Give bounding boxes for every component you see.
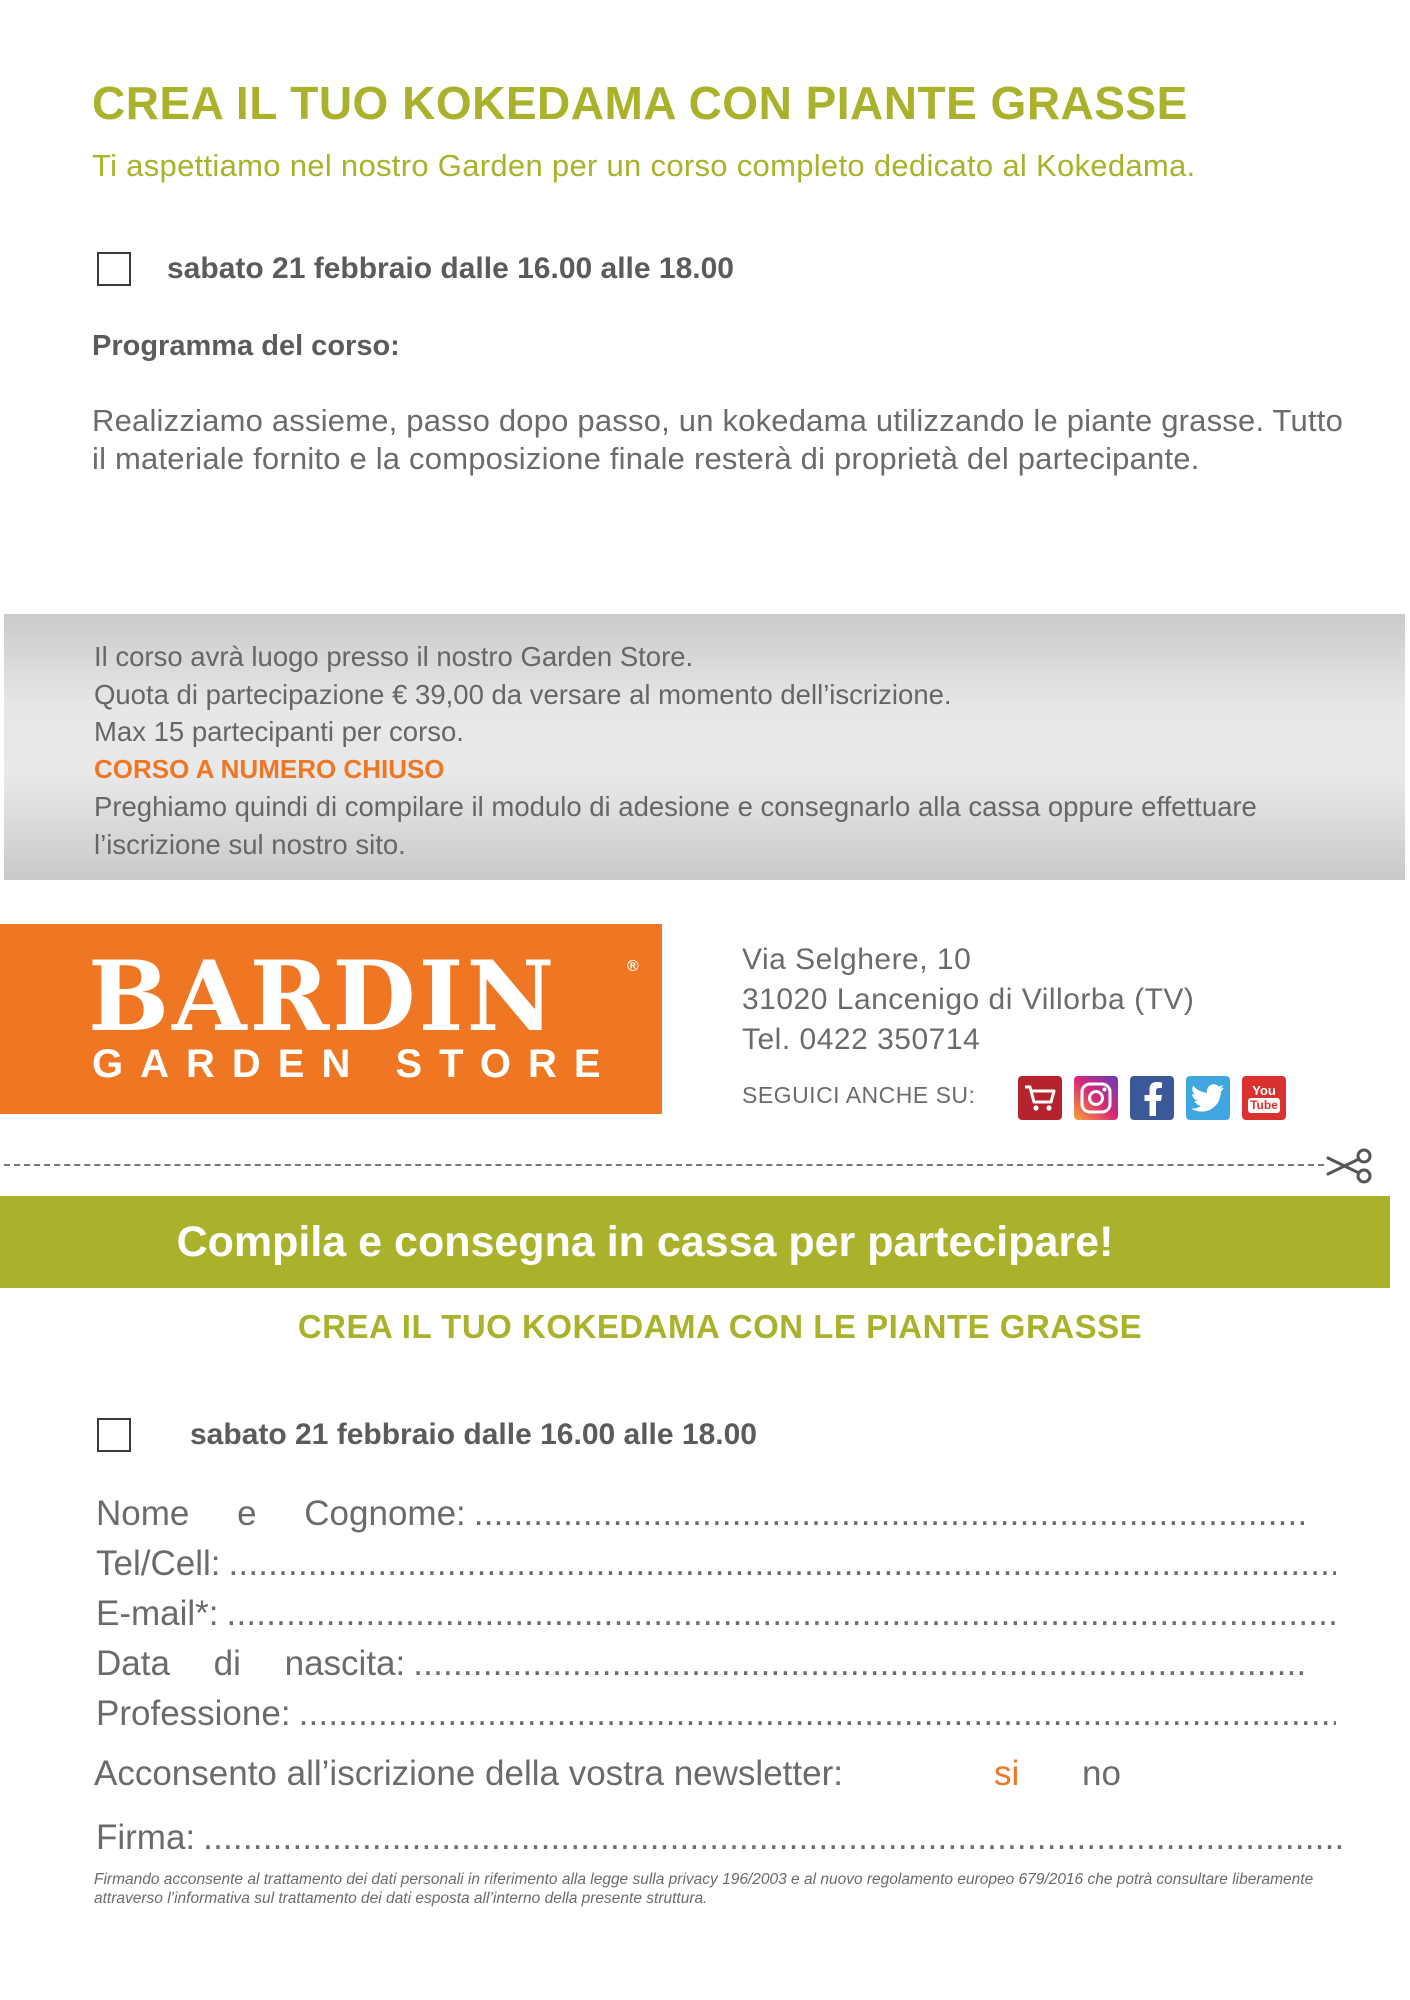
newsletter-no[interactable]: no: [1082, 1754, 1121, 1793]
info-fee: Quota di partecipazione € 39,00 da versare al momento dell’iscrizione.: [94, 678, 952, 710]
program-heading: Programma del corso:: [92, 330, 400, 362]
social-label: SEGUICI ANCHE SU:: [742, 1082, 976, 1108]
form-title: CREA IL TUO KOKEDAMA CON LE PIANTE GRASSE: [297, 1308, 1143, 1345]
facebook-icon[interactable]: [1130, 1076, 1174, 1120]
profession-label: Professione:: [96, 1694, 291, 1733]
privacy-fine-print: Firmando acconsente al trattamento dei dati personali in riferimento alla legge sulla privacy 196/2003 e al nuovo regolamento europeo 679/2016 che potrà consultare liberamente attraverso l’informativa sul trattamento dei dati esposta all’interno della presente struttura.: [94, 1871, 1314, 1907]
cut-line: [4, 1164, 1324, 1166]
info-instructions: Preghiamo quindi di compilare il modulo di adesione e consegnarlo alla cassa oppure effettuare l’iscrizione sul nostro sito.: [94, 791, 1257, 860]
course-title: CREA IL TUO KOKEDAMA CON PIANTE GRASSE: [92, 77, 1188, 129]
youtube-icon[interactable]: [1242, 1076, 1286, 1120]
newsletter-yes[interactable]: si: [994, 1754, 1020, 1793]
profession-field[interactable]: [96, 1694, 1336, 1734]
brand-name: BARDIN: [88, 940, 558, 1053]
email-label: E-mail*:: [96, 1594, 219, 1633]
phone-label: Tel/Cell:: [96, 1544, 221, 1583]
twitter-icon[interactable]: [1186, 1076, 1230, 1120]
shopping-cart-icon[interactable]: [1018, 1076, 1062, 1120]
info-location: Il corso avrà luogo presso il nostro Garden Store.: [94, 641, 694, 672]
form-date-checkbox[interactable]: [97, 1418, 131, 1452]
form-date: sabato 21 febbraio dalle 16.00 alle 18.00: [190, 1418, 757, 1451]
email-field[interactable]: [96, 1594, 1336, 1634]
registered-mark: ®: [627, 958, 639, 975]
scissors-icon: [1326, 1148, 1374, 1189]
info-closed-course: CORSO A NUMERO CHIUSO: [94, 753, 445, 784]
address-phone: Tel. 0422 350714: [742, 1023, 981, 1056]
program-text: Realizziamo assieme, passo dopo passo, un kokedama utilizzando le piante grasse. Tutto il materiale fornito e la composizione finale resterà di proprietà del partecipante.: [92, 403, 1344, 476]
name-label: Nome e Cognome:: [96, 1494, 466, 1533]
form-banner-text: Compila e consegna in cassa per partecipare!: [176, 1218, 1114, 1266]
course-intro: Ti aspettiamo nel nostro Garden per un corso completo dedicato al Kokedama.: [92, 148, 1196, 183]
info-text: [94, 638, 1384, 863]
brand-subtitle: GARDEN STORE: [92, 1042, 618, 1086]
phone-field[interactable]: [96, 1544, 1336, 1584]
youtube-text-tube: Tube: [1250, 1098, 1278, 1112]
address-city: 31020 Lancenigo di Villorba (TV): [742, 983, 1195, 1016]
course-date: sabato 21 febbraio dalle 16.00 alle 18.00: [167, 252, 734, 285]
birthdate-field[interactable]: [96, 1644, 1306, 1684]
info-max: Max 15 partecipanti per corso.: [94, 716, 464, 747]
store-address: [742, 940, 1194, 1060]
signature-field[interactable]: [96, 1818, 1344, 1858]
instagram-icon[interactable]: [1074, 1076, 1118, 1120]
date-checkbox[interactable]: [97, 252, 131, 286]
birthdate-label: Data di nascita:: [96, 1644, 406, 1683]
signature-label: Firma:: [96, 1818, 196, 1857]
newsletter-consent: Acconsento all’iscrizione della vostra newsletter:: [94, 1754, 843, 1793]
youtube-text-you: You: [1252, 1083, 1276, 1098]
address-street: Via Selghere, 10: [742, 943, 972, 976]
name-field[interactable]: [96, 1494, 1306, 1534]
